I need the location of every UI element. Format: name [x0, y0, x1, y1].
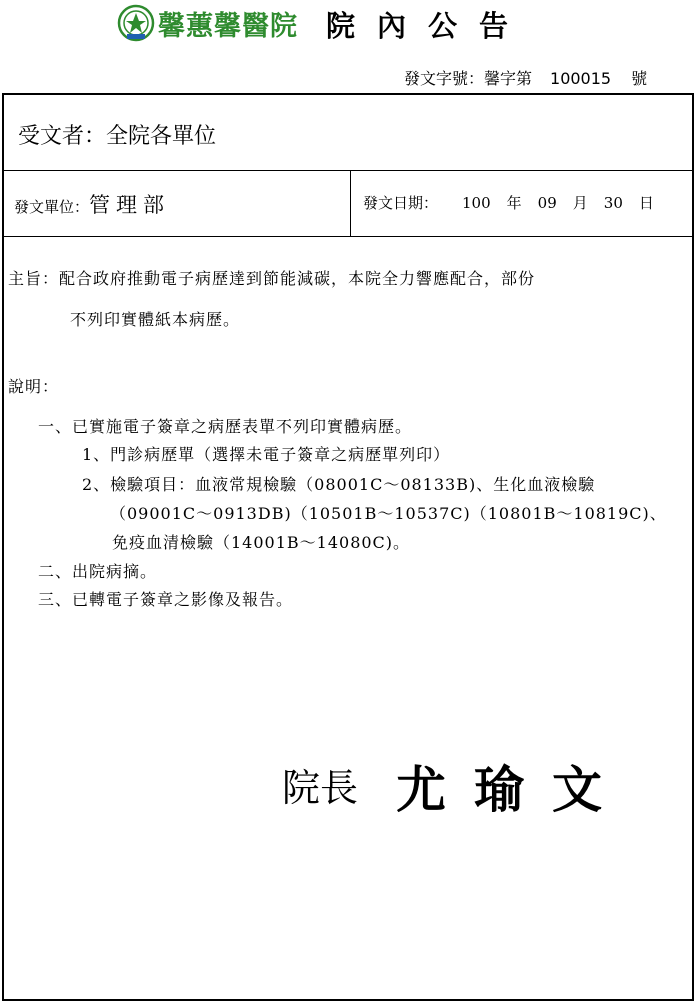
issue-date [363, 192, 662, 213]
signature-title: 院長 [282, 766, 359, 810]
explanation-item-1-sub-2-line-2: （09001C～0913DB)（10501B～10537C)（10801B～10819C)、 [110, 504, 667, 523]
explanation-item-2: 二、出院病摘。 [38, 562, 158, 581]
date-label: 發文日期： [363, 194, 439, 212]
explanation-item-1-sub-2-line-3: 免疫血清檢驗（14001B～14080C)。 [112, 533, 411, 552]
document-number [404, 66, 647, 89]
explanation-label: 說明： [8, 377, 60, 396]
date-month-unit: 月 [572, 194, 588, 212]
date-day: 30 [603, 194, 623, 212]
announcement-frame [2, 93, 694, 1001]
date-year-unit: 年 [506, 194, 522, 212]
hospital-logo-icon [117, 4, 155, 42]
sender-value: 管理部 [89, 193, 171, 217]
explanation-item-1-sub-1: 1、門診病歷單（選擇未電子簽章之病歷單列印） [82, 445, 451, 464]
sender-unit [14, 189, 170, 219]
divider [350, 170, 351, 236]
subject-line-2: 不列印實體紙本病歷。 [70, 310, 241, 329]
explanation-item-1-sub-2-line-1: 2、檢驗項目：血液常規檢驗（08001C～08133B)、生化血液檢驗 [82, 475, 596, 494]
document-type-title: 院內公告 [326, 9, 531, 43]
document-number-value: 100015 [550, 69, 612, 88]
explanation-item-3: 三、已轉電子簽章之影像及報告。 [38, 590, 294, 609]
date-day-unit: 日 [638, 194, 654, 212]
signature-name: 尤瑜文 [396, 760, 630, 819]
divider [4, 236, 692, 237]
hospital-name: 馨蕙馨醫院 [158, 11, 298, 42]
date-month: 09 [537, 194, 557, 212]
document-number-suffix: 號 [631, 69, 648, 88]
divider [4, 170, 692, 171]
subject-line-1: 主旨：配合政府推動電子病歷達到節能減碳，本院全力響應配合，部份 [8, 269, 536, 288]
sender-label: 發文單位： [14, 198, 90, 216]
explanation-item-1: 一、已實施電子簽章之病歷表單不列印實體病歷。 [38, 417, 413, 436]
recipient: 受文者：全院各單位 [18, 124, 217, 149]
date-year: 100 [462, 194, 491, 212]
letterhead [0, 0, 700, 52]
document-number-label: 發文字號：馨字第 [404, 69, 533, 88]
